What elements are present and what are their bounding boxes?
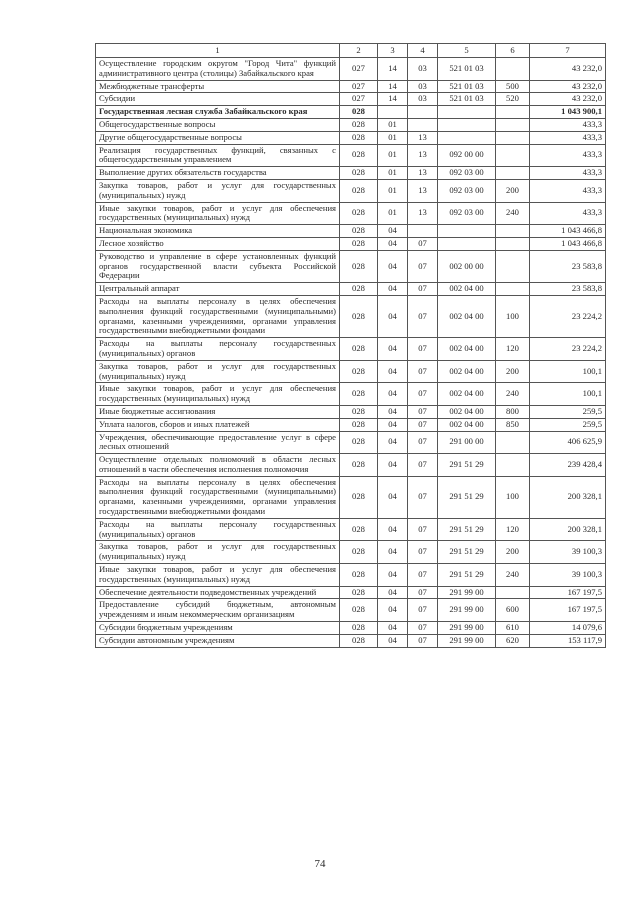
header-cell: 1 [96, 44, 340, 58]
row-csr-cell: 291 99 00 [438, 634, 496, 647]
row-csr-cell [438, 106, 496, 119]
table-row [96, 383, 606, 406]
header-cell: 7 [530, 44, 606, 58]
row-pr-cell: 07 [408, 237, 438, 250]
header-cell: 3 [378, 44, 408, 58]
row-pr-cell: 13 [408, 131, 438, 144]
row-vr-cell [496, 283, 530, 296]
row-pr-cell: 07 [408, 634, 438, 647]
table-row [96, 80, 606, 93]
row-rz-cell: 04 [378, 431, 408, 454]
row-csr-cell: 002 04 00 [438, 338, 496, 361]
row-rz-cell: 14 [378, 58, 408, 81]
row-name-cell: Лесное хозяйство [96, 237, 340, 250]
row-pr-cell: 07 [408, 564, 438, 587]
row-vr-cell [496, 250, 530, 282]
row-sum-cell: 433,3 [530, 131, 606, 144]
row-sum-cell: 43 232,0 [530, 58, 606, 81]
row-sum-cell: 200 328,1 [530, 476, 606, 518]
row-csr-cell: 002 04 00 [438, 360, 496, 383]
table-row [96, 541, 606, 564]
header-cell: 4 [408, 44, 438, 58]
row-csr-cell: 521 01 03 [438, 93, 496, 106]
row-name-cell: Иные закупки товаров, работ и услуг для обеспечения государственных (муниципальных) нужд [96, 202, 340, 225]
row-csr-cell: 291 51 29 [438, 564, 496, 587]
row-sum-cell: 39 100,3 [530, 564, 606, 587]
row-name-cell: Руководство и управление в сфере установленных функций органов государственной власти субъекта Российской Федерации [96, 250, 340, 282]
row-csr-cell: 002 04 00 [438, 295, 496, 337]
table-row [96, 405, 606, 418]
row-gr-cell: 028 [340, 338, 378, 361]
row-gr-cell: 028 [340, 118, 378, 131]
row-sum-cell: 1 043 466,8 [530, 237, 606, 250]
table-row [96, 167, 606, 180]
row-gr-cell: 028 [340, 179, 378, 202]
table-row [96, 622, 606, 635]
row-csr-cell: 291 99 00 [438, 622, 496, 635]
table-row [96, 250, 606, 282]
row-sum-cell: 433,3 [530, 202, 606, 225]
row-vr-cell: 610 [496, 622, 530, 635]
row-sum-cell: 259,5 [530, 418, 606, 431]
row-sum-cell: 39 100,3 [530, 541, 606, 564]
row-vr-cell: 120 [496, 518, 530, 541]
row-name-cell: Осуществление отдельных полномочий в области лесных отношений в части обеспечения исполнения полномочия [96, 454, 340, 477]
table-row [96, 599, 606, 622]
row-gr-cell: 028 [340, 106, 378, 119]
row-name-cell: Учреждения, обеспечивающие предоставление услуг в сфере лесных отношений [96, 431, 340, 454]
row-rz-cell: 14 [378, 80, 408, 93]
row-pr-cell: 07 [408, 250, 438, 282]
row-gr-cell: 028 [340, 383, 378, 406]
row-vr-cell: 800 [496, 405, 530, 418]
row-csr-cell: 291 51 29 [438, 541, 496, 564]
row-pr-cell: 07 [408, 338, 438, 361]
row-gr-cell: 028 [340, 405, 378, 418]
header-cell: 6 [496, 44, 530, 58]
table-row [96, 144, 606, 167]
row-name-cell: Выполнение других обязательств государства [96, 167, 340, 180]
row-csr-cell [438, 131, 496, 144]
table-row [96, 454, 606, 477]
row-gr-cell: 028 [340, 360, 378, 383]
row-sum-cell: 167 197,5 [530, 586, 606, 599]
row-rz-cell: 04 [378, 237, 408, 250]
row-pr-cell: 07 [408, 541, 438, 564]
row-vr-cell [496, 118, 530, 131]
row-vr-cell: 620 [496, 634, 530, 647]
row-csr-cell: 092 00 00 [438, 144, 496, 167]
row-csr-cell: 002 04 00 [438, 383, 496, 406]
table-row [96, 634, 606, 647]
row-name-cell: Расходы на выплаты персоналу в целях обеспечения выполнения функций государственными (муниципальными) органами, казенными учреждениями, органами управления государственными внебюджетными фондами [96, 476, 340, 518]
row-rz-cell: 04 [378, 541, 408, 564]
row-gr-cell: 027 [340, 80, 378, 93]
table-row [96, 518, 606, 541]
table-row [96, 295, 606, 337]
row-csr-cell: 521 01 03 [438, 80, 496, 93]
row-csr-cell: 092 03 00 [438, 202, 496, 225]
row-rz-cell [378, 106, 408, 119]
row-pr-cell [408, 106, 438, 119]
row-sum-cell: 406 625,9 [530, 431, 606, 454]
row-csr-cell: 291 51 29 [438, 476, 496, 518]
table-row [96, 225, 606, 238]
row-rz-cell: 14 [378, 93, 408, 106]
row-name-cell: Реализация государственных функций, связанных с общегосударственным управлением [96, 144, 340, 167]
row-csr-cell [438, 237, 496, 250]
row-vr-cell: 120 [496, 338, 530, 361]
row-gr-cell: 028 [340, 476, 378, 518]
row-gr-cell: 028 [340, 622, 378, 635]
row-vr-cell [496, 586, 530, 599]
row-csr-cell: 002 00 00 [438, 250, 496, 282]
row-csr-cell: 291 99 00 [438, 586, 496, 599]
row-rz-cell: 04 [378, 283, 408, 296]
row-pr-cell: 07 [408, 383, 438, 406]
row-gr-cell: 028 [340, 599, 378, 622]
row-name-cell: Иные закупки товаров, работ и услуг для обеспечения государственных (муниципальных) нужд [96, 564, 340, 587]
row-rz-cell: 01 [378, 167, 408, 180]
table-row [96, 118, 606, 131]
row-name-cell: Закупка товаров, работ и услуг для государственных (муниципальных) нужд [96, 541, 340, 564]
table-row [96, 360, 606, 383]
row-rz-cell: 04 [378, 405, 408, 418]
row-csr-cell: 291 51 29 [438, 454, 496, 477]
row-name-cell: Иные бюджетные ассигнования [96, 405, 340, 418]
row-gr-cell: 028 [340, 541, 378, 564]
row-sum-cell: 433,3 [530, 167, 606, 180]
row-csr-cell: 291 00 00 [438, 431, 496, 454]
row-csr-cell: 291 99 00 [438, 599, 496, 622]
table-row [96, 476, 606, 518]
row-csr-cell: 092 03 00 [438, 167, 496, 180]
table-row [96, 338, 606, 361]
row-csr-cell: 002 04 00 [438, 405, 496, 418]
row-gr-cell: 028 [340, 202, 378, 225]
row-sum-cell: 23 224,2 [530, 295, 606, 337]
row-sum-cell: 433,3 [530, 118, 606, 131]
row-sum-cell: 23 583,8 [530, 283, 606, 296]
table-row [96, 418, 606, 431]
row-name-cell: Субсидии бюджетным учреждениям [96, 622, 340, 635]
header-cell: 2 [340, 44, 378, 58]
row-rz-cell: 01 [378, 144, 408, 167]
row-pr-cell: 03 [408, 93, 438, 106]
row-pr-cell: 03 [408, 58, 438, 81]
row-pr-cell: 13 [408, 179, 438, 202]
row-sum-cell: 1 043 900,1 [530, 106, 606, 119]
row-rz-cell: 04 [378, 634, 408, 647]
row-rz-cell: 04 [378, 338, 408, 361]
row-pr-cell: 07 [408, 431, 438, 454]
row-name-cell: Другие общегосударственные вопросы [96, 131, 340, 144]
row-rz-cell: 01 [378, 179, 408, 202]
row-sum-cell: 239 428,4 [530, 454, 606, 477]
row-sum-cell: 23 583,8 [530, 250, 606, 282]
table-row [96, 564, 606, 587]
row-csr-cell: 002 04 00 [438, 418, 496, 431]
row-rz-cell: 04 [378, 599, 408, 622]
row-pr-cell: 07 [408, 283, 438, 296]
table-row [96, 179, 606, 202]
row-sum-cell: 1 043 466,8 [530, 225, 606, 238]
row-name-cell: Иные закупки товаров, работ и услуг для обеспечения государственных (муниципальных) нужд [96, 383, 340, 406]
row-vr-cell: 240 [496, 383, 530, 406]
row-vr-cell [496, 431, 530, 454]
row-rz-cell: 04 [378, 360, 408, 383]
table-header-row [96, 44, 606, 58]
row-gr-cell: 028 [340, 634, 378, 647]
table-row [96, 131, 606, 144]
row-vr-cell [496, 454, 530, 477]
row-name-cell: Субсидии [96, 93, 340, 106]
row-vr-cell: 500 [496, 80, 530, 93]
row-vr-cell: 850 [496, 418, 530, 431]
row-gr-cell: 028 [340, 454, 378, 477]
table-row [96, 93, 606, 106]
row-gr-cell: 028 [340, 237, 378, 250]
row-name-cell: Межбюджетные трансферты [96, 80, 340, 93]
row-pr-cell: 07 [408, 476, 438, 518]
row-vr-cell [496, 167, 530, 180]
table-row [96, 106, 606, 119]
row-pr-cell: 07 [408, 454, 438, 477]
row-vr-cell: 240 [496, 564, 530, 587]
row-name-cell: Национальная экономика [96, 225, 340, 238]
row-pr-cell [408, 225, 438, 238]
row-pr-cell: 07 [408, 622, 438, 635]
table-row [96, 586, 606, 599]
row-pr-cell: 07 [408, 586, 438, 599]
row-gr-cell: 027 [340, 58, 378, 81]
row-csr-cell [438, 118, 496, 131]
row-vr-cell [496, 58, 530, 81]
table-row [96, 237, 606, 250]
row-gr-cell: 028 [340, 418, 378, 431]
row-pr-cell: 03 [408, 80, 438, 93]
row-pr-cell: 07 [408, 418, 438, 431]
row-name-cell: Предоставление субсидий бюджетным, автономным учреждениям и иным некоммерческим организациям [96, 599, 340, 622]
row-pr-cell: 07 [408, 360, 438, 383]
row-name-cell: Закупка товаров, работ и услуг для государственных (муниципальных) нужд [96, 360, 340, 383]
row-vr-cell: 200 [496, 541, 530, 564]
row-rz-cell: 04 [378, 225, 408, 238]
row-rz-cell: 04 [378, 454, 408, 477]
table-row [96, 202, 606, 225]
row-sum-cell: 167 197,5 [530, 599, 606, 622]
row-name-cell: Расходы на выплаты персоналу государственных (муниципальных) органов [96, 338, 340, 361]
row-gr-cell: 028 [340, 586, 378, 599]
row-sum-cell: 100,1 [530, 383, 606, 406]
row-gr-cell: 028 [340, 431, 378, 454]
row-pr-cell: 13 [408, 202, 438, 225]
row-name-cell: Субсидии автономным учреждениям [96, 634, 340, 647]
row-rz-cell: 04 [378, 622, 408, 635]
row-rz-cell: 04 [378, 250, 408, 282]
row-vr-cell [496, 144, 530, 167]
row-name-cell: Расходы на выплаты персоналу государственных (муниципальных) органов [96, 518, 340, 541]
row-sum-cell: 100,1 [530, 360, 606, 383]
row-sum-cell: 43 232,0 [530, 93, 606, 106]
row-csr-cell: 291 51 29 [438, 518, 496, 541]
row-gr-cell: 028 [340, 250, 378, 282]
row-vr-cell: 100 [496, 295, 530, 337]
row-csr-cell: 092 03 00 [438, 179, 496, 202]
row-csr-cell [438, 225, 496, 238]
row-sum-cell: 433,3 [530, 179, 606, 202]
row-vr-cell: 520 [496, 93, 530, 106]
row-gr-cell: 028 [340, 295, 378, 337]
row-rz-cell: 04 [378, 586, 408, 599]
row-vr-cell: 200 [496, 179, 530, 202]
row-pr-cell: 07 [408, 295, 438, 337]
header-cell: 5 [438, 44, 496, 58]
row-name-cell: Государственная лесная служба Забайкальского края [96, 106, 340, 119]
row-csr-cell: 002 04 00 [438, 283, 496, 296]
row-rz-cell: 04 [378, 564, 408, 587]
table-row [96, 431, 606, 454]
row-gr-cell: 028 [340, 225, 378, 238]
row-gr-cell: 028 [340, 518, 378, 541]
row-rz-cell: 04 [378, 383, 408, 406]
row-rz-cell: 04 [378, 476, 408, 518]
row-pr-cell: 07 [408, 518, 438, 541]
row-gr-cell: 028 [340, 283, 378, 296]
row-sum-cell: 153 117,9 [530, 634, 606, 647]
row-name-cell: Закупка товаров, работ и услуг для государственных (муниципальных) нужд [96, 179, 340, 202]
row-vr-cell: 600 [496, 599, 530, 622]
row-rz-cell: 01 [378, 131, 408, 144]
row-sum-cell: 14 079,6 [530, 622, 606, 635]
row-name-cell: Общегосударственные вопросы [96, 118, 340, 131]
row-gr-cell: 028 [340, 167, 378, 180]
row-name-cell: Уплата налогов, сборов и иных платежей [96, 418, 340, 431]
row-sum-cell: 433,3 [530, 144, 606, 167]
row-gr-cell: 027 [340, 93, 378, 106]
row-rz-cell: 04 [378, 418, 408, 431]
row-pr-cell [408, 118, 438, 131]
row-rz-cell: 01 [378, 118, 408, 131]
row-vr-cell [496, 225, 530, 238]
row-sum-cell: 43 232,0 [530, 80, 606, 93]
row-csr-cell: 521 01 03 [438, 58, 496, 81]
row-name-cell: Расходы на выплаты персоналу в целях обеспечения выполнения функций государственными (муниципальными) органами, казенными учреждениями, органами управления государственными внебюджетными фондами [96, 295, 340, 337]
row-rz-cell: 04 [378, 518, 408, 541]
table-row [96, 283, 606, 296]
row-vr-cell: 240 [496, 202, 530, 225]
table-row [96, 58, 606, 81]
row-sum-cell: 200 328,1 [530, 518, 606, 541]
row-name-cell: Осуществление городским округом "Город Чита" функций административного центра (столицы) Забайкальского края [96, 58, 340, 81]
row-pr-cell: 13 [408, 167, 438, 180]
row-pr-cell: 13 [408, 144, 438, 167]
row-vr-cell [496, 106, 530, 119]
row-vr-cell [496, 131, 530, 144]
row-name-cell: Центральный аппарат [96, 283, 340, 296]
row-sum-cell: 259,5 [530, 405, 606, 418]
budget-table [95, 43, 606, 648]
row-pr-cell: 07 [408, 599, 438, 622]
row-rz-cell: 04 [378, 295, 408, 337]
row-vr-cell: 200 [496, 360, 530, 383]
row-name-cell: Обеспечение деятельности подведомственных учреждений [96, 586, 340, 599]
row-pr-cell: 07 [408, 405, 438, 418]
row-gr-cell: 028 [340, 144, 378, 167]
row-rz-cell: 01 [378, 202, 408, 225]
row-sum-cell: 23 224,2 [530, 338, 606, 361]
row-vr-cell [496, 237, 530, 250]
row-gr-cell: 028 [340, 564, 378, 587]
row-vr-cell: 100 [496, 476, 530, 518]
page-number: 74 [314, 858, 326, 870]
row-gr-cell: 028 [340, 131, 378, 144]
